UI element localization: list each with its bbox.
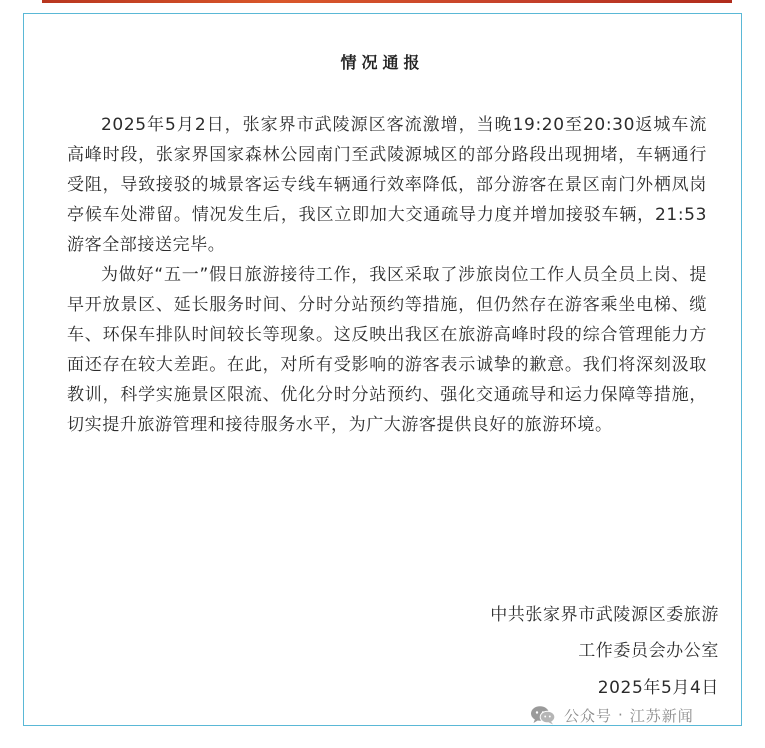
notice-title: 情况通报	[340, 53, 425, 72]
watermark-account: 江苏新闻	[629, 706, 694, 725]
watermark-platform: 公众号	[564, 706, 613, 725]
notice-document	[23, 13, 742, 726]
signature-date: 2025年5月4日	[597, 678, 719, 698]
notice-paragraph-2: 为做好“五一”假日旅游接待工作，我区采取了涉旅岗位工作人员全员上岗、提早开放景区、延长服务时间、分时分站预约等措施，但仍然存在游客乘坐电梯、缆车、环保车排队时间较长等现象。这反映出我区在旅游高峰时段的综合管理能力方面还存在较大差距。在此，对所有受影响的游客表示诚挚的歉意。我们将深刻汲取教训，科学实施景区限流、优化分时分站预约、强化交通疏导和运力保障等措施，切实提升旅游管理和接待服务水平，为广大游客提供良好的旅游环境。	[67, 265, 707, 435]
source-watermark	[530, 700, 694, 730]
watermark-separator: ·	[618, 706, 624, 724]
notice-paragraph-1: 2025年5月2日，张家界市武陵源区客流激增，当晚19:20至20:30返城车流高峰时段，张家界国家森林公园南门至武陵源城区的部分路段出现拥堵，车辆通行受阻，导致接驳的城景客运专线车辆通行效率降低，部分游客在景区南门外栖凤岗亭候车处滞留。情况发生后，我区立即加大交通疏导力度并增加接驳车辆，21:53游客全部接送完毕。	[67, 115, 707, 255]
top-banner-strip	[42, 0, 732, 3]
signature-org-line-2: 工作委员会办公室	[578, 641, 719, 661]
signature-org-line-1: 中共张家界市武陵源区委旅游	[490, 605, 719, 625]
wechat-icon	[530, 705, 556, 725]
notice-body	[67, 110, 707, 440]
